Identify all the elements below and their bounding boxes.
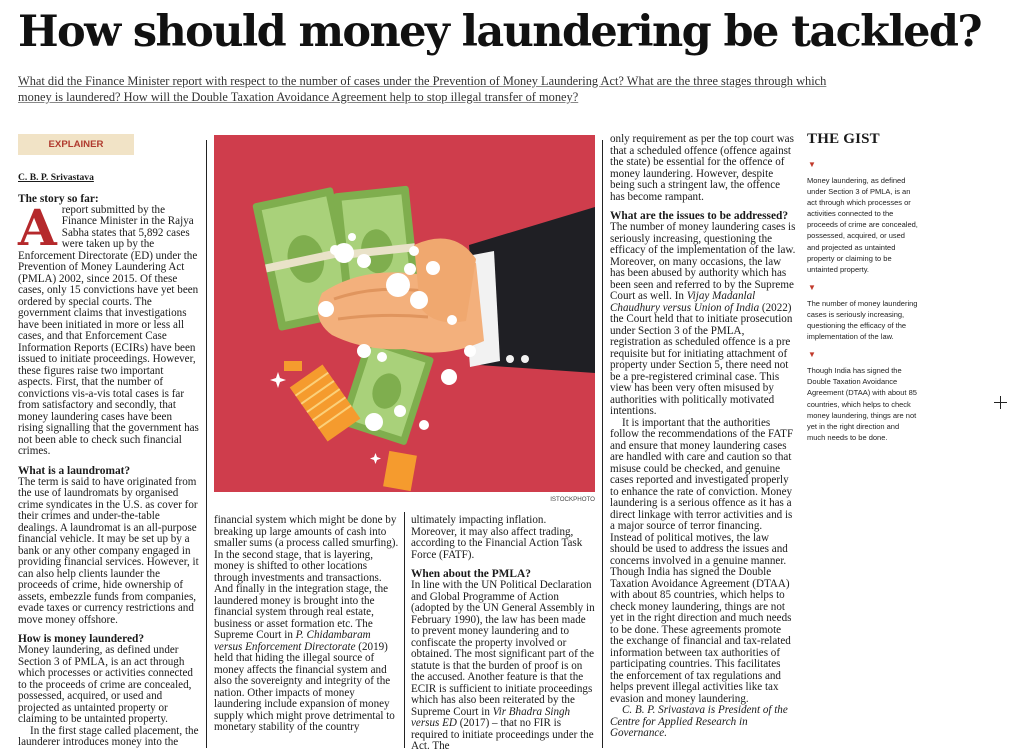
paragraph-text: (2022) the Court held that to initiate prosecution under Section 3 of the PMLA, registration as scheduled offence is a pre requisite but for initiating attachment of property under Section 5, there need not be a pre-registered criminal case. This view has been very often misused by authorities with politically motivated intentions. — [610, 301, 793, 417]
subhead-issues: What are the issues to be addressed? — [610, 210, 789, 222]
column-rule — [206, 140, 207, 748]
paragraph: Money laundering, as defined under Section 3 of PMLA, is an act through which processes or activities connected to the proceeds of crime are concealed, possessed, acquired, or used and projected as untainted property or claiming to be untainted property. — [18, 644, 193, 725]
gist-item: The number of money laundering cases is seriously increasing, questioning the efficacy of the implementation of the law. — [807, 298, 918, 342]
paragraph: In the first stage called placement, the launderer introduces money into the — [18, 724, 199, 748]
subhead-laundromat: What is a laundromat? — [18, 464, 131, 477]
money-washing-illustration — [214, 135, 595, 492]
article-illustration — [214, 135, 595, 492]
headline: How should money laundering be tackled? — [18, 7, 981, 57]
paragraph: ultimately impacting inflation. Moreover, it may also affect trading, according to the Financial Action Task Force (FATF). — [411, 514, 583, 561]
gist-item: Though India has signed the Double Taxation Avoidance Agreement (DTAA) with about 85 countries, which helps to check money laundering, things are not yet in the right direction and much needs to be done. — [807, 366, 917, 442]
subhead-how: How is money laundered? — [18, 633, 145, 645]
photo-credit: ISTOCKPHOTO — [550, 496, 595, 503]
author-note — [610, 705, 796, 740]
gist-item: Money laundering, as defined under Section 3 of PMLA, is an act through which processes or activities connected to the proceeds of crime are concealed, possessed, acquired, or used and projected as untainted property or claiming to be untainted property. — [807, 176, 918, 274]
column-rule — [404, 512, 405, 748]
column-rule — [602, 140, 603, 748]
paragraph-text: The number of money laundering cases is seriously increasing, questioning the efficacy of the implementation of the law. Moreover, on many occasions, the law has been abused by authority which has been seen and referred to by the Supreme Court as well. In — [610, 221, 796, 302]
byline: C. B. P. Srivastava — [18, 172, 94, 183]
drop-cap: A — [18, 197, 57, 257]
article-column-1 — [18, 133, 200, 749]
paragraph — [411, 580, 595, 753]
paragraph-text: (2017) – that no FIR is required to initiate proceedings under the Act. The — [411, 717, 594, 752]
paragraph-text: report submitted by the Finance Minister in the Rajya Sabha states that 5,892 cases were taken up by the Enforcement Directorate (ED) under the Prevention of Money Laundering Act (PMLA) 2002, since 2015. Of these cases, only 15 convictions have yet been ordered by special courts. The government claims that investigations have been initiated in more or less all cases, and that Enforcement Case Information Reports (ECIRs) have been issued to initiate proceedings. However, these figures raise two important aspects. First, that the number of convictions vis-a-vis total cases is far from satisfactory and secondly, that money laundering cases have been rising signalling that the government has not been able to check such financial crimes. — [18, 203, 199, 457]
article-column-3 — [411, 515, 595, 753]
case-name: Vir Bhadra Singh versus ED — [411, 705, 571, 729]
triangle-marker-icon: ▼ — [808, 350, 816, 360]
paragraph: only requirement as per the top court was that a scheduled offence (offence against the state) be essential for the offence of money laundering. However, despite being such a stringent law, the offence has become rampant. — [610, 133, 794, 203]
triangle-marker-icon: ▼ — [808, 282, 816, 292]
paragraph — [610, 222, 796, 418]
paragraph-text: In line with the UN Political Declaration and Global Programme of Action (adopted by the UN General Assembly in February 1990), the law has been made to prevent money laundering and to confiscate the property involved or obtained. The most significant part of the statute is that the burden of proof is on the accused. Another feature is that the ECIR is sufficient to initiate proceedings which has also been reiterated by the Supreme Court in — [411, 579, 595, 718]
subhead-story: The story so far: — [18, 192, 99, 205]
article-column-2 — [214, 515, 399, 734]
paragraph-text: financial system which might be done by breaking up large amounts of cash into smaller sums (a process called smurfing). In the second stage, that is layering, money is shifted to other locations through investments and transactions. And finally in the integration stage, the laundered money is brought into the financial system through real estate, business or asset formation etc. The Supreme Court in — [214, 514, 399, 641]
gist-sidebar — [807, 131, 919, 451]
subhead-when: When about the PMLA? — [411, 568, 531, 580]
paragraph: The term is said to have originated from the use of laundromats by organised crime syndicates in the U.S. as cover for their crimes and under-the-table dealings. A laundromat is an all-purpose financial vehicle. It may be set up by a bank or any other company engaged in providing financial services. However, it can also help clients launder the proceeds of crime, hide ownership of assets, embezzle funds from companies, evade taxes or currency restrictions and move money offshore. — [18, 475, 199, 626]
article-column-4 — [610, 134, 796, 740]
standfirst: What did the Finance Minister report with respect to the number of cases under the Prevention of Money Laundering Act? What are the three stages through which money is laundered? How will the Double Taxation Avoidance Agreement help to stop illegal transfer of money? — [18, 74, 827, 104]
case-name: P. Chidambaram versus Enforcement Directorate — [214, 629, 371, 653]
paragraph-text: (2019) held that hiding the illegal source of money affects the financial system and also the sovereignty and integrity of the nation. Other impacts of money laundering include expansion of money supply which might prove detrimental to monetary stability of the country — [214, 640, 395, 733]
triangle-marker-icon: ▼ — [808, 160, 816, 169]
gist-title: THE GIST — [807, 131, 880, 147]
crosshair-cursor-icon — [994, 396, 1007, 409]
paragraph — [214, 515, 399, 734]
section-label: EXPLAINER — [18, 134, 134, 155]
author-note-text: C. B. P. Srivastava is President of the Centre for Applied Research in Governance. — [610, 704, 788, 739]
paragraph: It is important that the authorities follow the recommendations of the FATF and ensure that money laundering cases are handled with care and caution so that misuse could be checked, and genuine cases reported and investigated properly to enhance the rate of conviction. Money laundering is a serious offence as it has a direct linkage with terror activities and is a major source of terror financing. Instead of political motives, the law should be used to address the issues and concerns involved in a genuine manner. Though India has signed the Double Taxation Avoidance Agreement (DTAA) with about 85 countries, which helps to check money laundering, things are not yet in the right direction and much needs to be done. These agreements promote the exchange of financial and tax-related information between tax authorities of participating countries. This facilitates the enforcement of tax regulations and helps prevent illegal activities like tax evasion and money laundering. — [610, 416, 794, 705]
case-name: Vijay Madanlal Chaudhury versus Union of India — [610, 290, 760, 314]
